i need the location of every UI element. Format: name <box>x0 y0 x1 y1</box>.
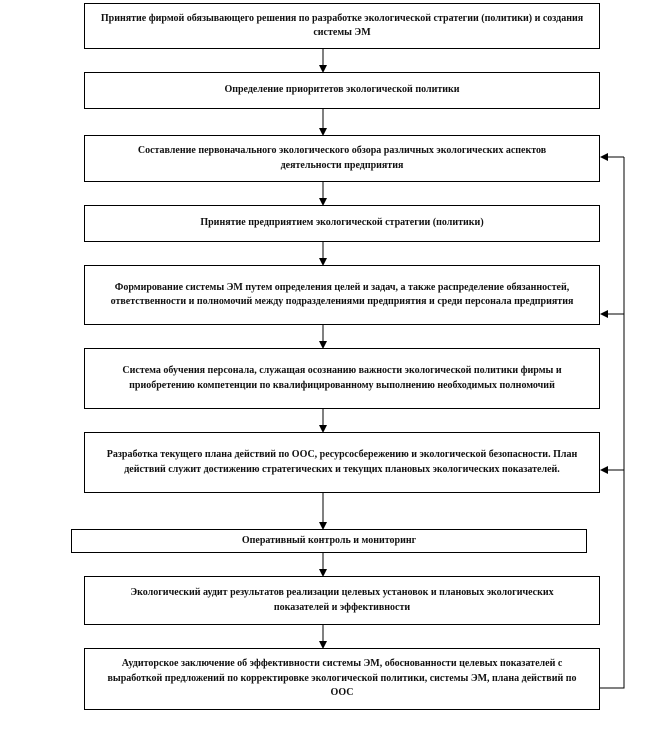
step-text-5: Формирование системы ЭМ путем определения целей и задач, а также распределение обязанностей, ответственности и полномочий между подразделениями предприятия и среди персонала предприятия <box>110 281 574 307</box>
step-text-7: Разработка текущего плана действий по ООС, ресурсосбережению и экологической безопасности. План действий служит достижению стратегических и текущих плановых экологических показателей. <box>106 449 578 475</box>
step-box-3 <box>84 135 600 182</box>
step-text-1: Принятие фирмой обязывающего решения по разработке экологической стратегии (политики) и создания системы ЭМ <box>100 12 584 38</box>
step-text-6: Система обучения персонала, служащая осознанию важности экологической политики фирмы и приобретению компетенции по квалифицированному выполнению необходимых полномочий <box>122 365 562 391</box>
feedback-line <box>600 157 624 688</box>
step-box-4 <box>84 205 600 242</box>
step-box-8 <box>71 529 587 553</box>
feedback-loop <box>600 157 624 688</box>
step-text-3: Составление первоначального экологического обзора различных экологических аспектов деятельности предприятия <box>137 145 547 171</box>
step-box-5 <box>84 265 600 325</box>
step-text-2: Определение приоритетов экологической политики <box>224 84 460 96</box>
step-box-1 <box>84 3 600 49</box>
step-text-8: Оперативный контроль и мониторинг <box>241 534 417 546</box>
step-box-9 <box>84 576 600 625</box>
step-text-9: Экологический аудит результатов реализации целевых установок и плановых экологических показателей и эффективности <box>130 587 554 613</box>
step-text-10: Аудиторское заключение об эффективности системы ЭМ, обоснованности целевых показателей с выработкой предложений по корректировке экологической политики, системы ЭМ, плана действий по ООС <box>107 658 577 699</box>
step-box-7 <box>84 432 600 493</box>
step-box-10 <box>84 648 600 710</box>
step-box-6 <box>84 348 600 409</box>
step-box-2 <box>84 72 600 109</box>
step-text-4: Принятие предприятием экологической стратегии (политики) <box>200 217 484 229</box>
